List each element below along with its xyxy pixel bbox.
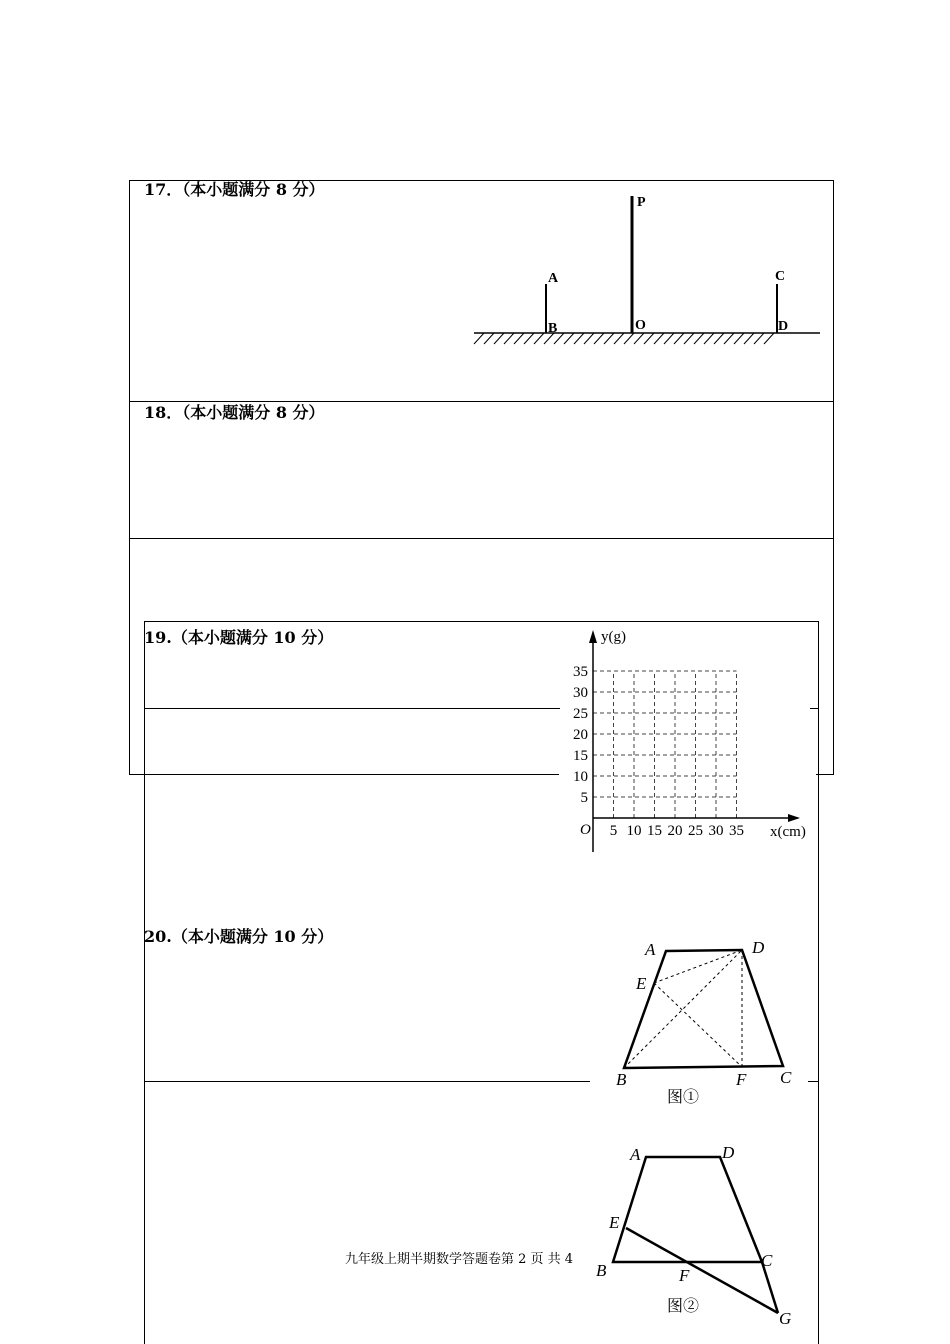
y-tick-label: 25 bbox=[573, 706, 588, 722]
x-tick-label: 15 bbox=[647, 823, 662, 839]
label-O: O bbox=[635, 318, 646, 333]
x-tick-label: 20 bbox=[667, 823, 683, 839]
x-tick-label: 35 bbox=[729, 823, 744, 839]
y-tick-label: 30 bbox=[573, 685, 588, 701]
x-tick-label: 5 bbox=[609, 823, 618, 839]
fig2-caption: 图② bbox=[667, 1298, 700, 1315]
q19-heading: 19.（本小题满分 10 分） bbox=[144, 628, 334, 647]
fig1-label-A: A bbox=[645, 940, 656, 959]
fig2-label-E: E bbox=[609, 1213, 620, 1232]
q18-heading: 18．（本小题满分 8 分） bbox=[144, 403, 325, 422]
label-P: P bbox=[637, 195, 646, 210]
label-C: C bbox=[775, 269, 786, 284]
y-tick-label: 5 bbox=[580, 790, 588, 806]
trapezoid-ABCD-2 bbox=[613, 1157, 762, 1262]
y-tick-label: 10 bbox=[573, 769, 588, 785]
page-footer: 九年级上期半期数学答题卷第 2 页 共 4 bbox=[345, 1252, 574, 1267]
fig1-label-D: D bbox=[752, 938, 765, 957]
x-tick-label: 10 bbox=[626, 823, 642, 839]
segment-EG bbox=[626, 1228, 778, 1313]
fig1-label-C: C bbox=[780, 1068, 792, 1087]
label-B: B bbox=[548, 321, 558, 336]
fig2-label-A: A bbox=[630, 1145, 641, 1164]
x-tick-label: 30 bbox=[708, 823, 724, 839]
fig2-label-G: G bbox=[779, 1309, 792, 1328]
fig2-label-F: F bbox=[679, 1266, 690, 1285]
origin-label: O bbox=[580, 822, 591, 838]
y-tick-label: 20 bbox=[573, 727, 588, 743]
fig1-label-B: B bbox=[616, 1070, 627, 1089]
x-axis-label: x(cm) bbox=[770, 824, 806, 840]
fig2-label-C: C bbox=[761, 1251, 773, 1270]
fig1-caption: 图① bbox=[667, 1089, 700, 1106]
label-A: A bbox=[548, 271, 559, 286]
fig2-label-D: D bbox=[722, 1143, 735, 1162]
q20-heading: 20.（本小题满分 10 分） bbox=[144, 927, 334, 946]
label-D: D bbox=[778, 319, 789, 334]
y-axis-label: y(g) bbox=[601, 629, 626, 645]
x-tick-label: 25 bbox=[688, 823, 703, 839]
fig1-label-F: F bbox=[736, 1070, 747, 1089]
y-tick-label: 35 bbox=[573, 664, 588, 680]
q17-heading: 17．（本小题满分 8 分） bbox=[144, 180, 325, 199]
fig2-label-B: B bbox=[596, 1261, 607, 1280]
y-tick-label: 15 bbox=[573, 748, 588, 764]
fig1-label-E: E bbox=[636, 974, 647, 993]
